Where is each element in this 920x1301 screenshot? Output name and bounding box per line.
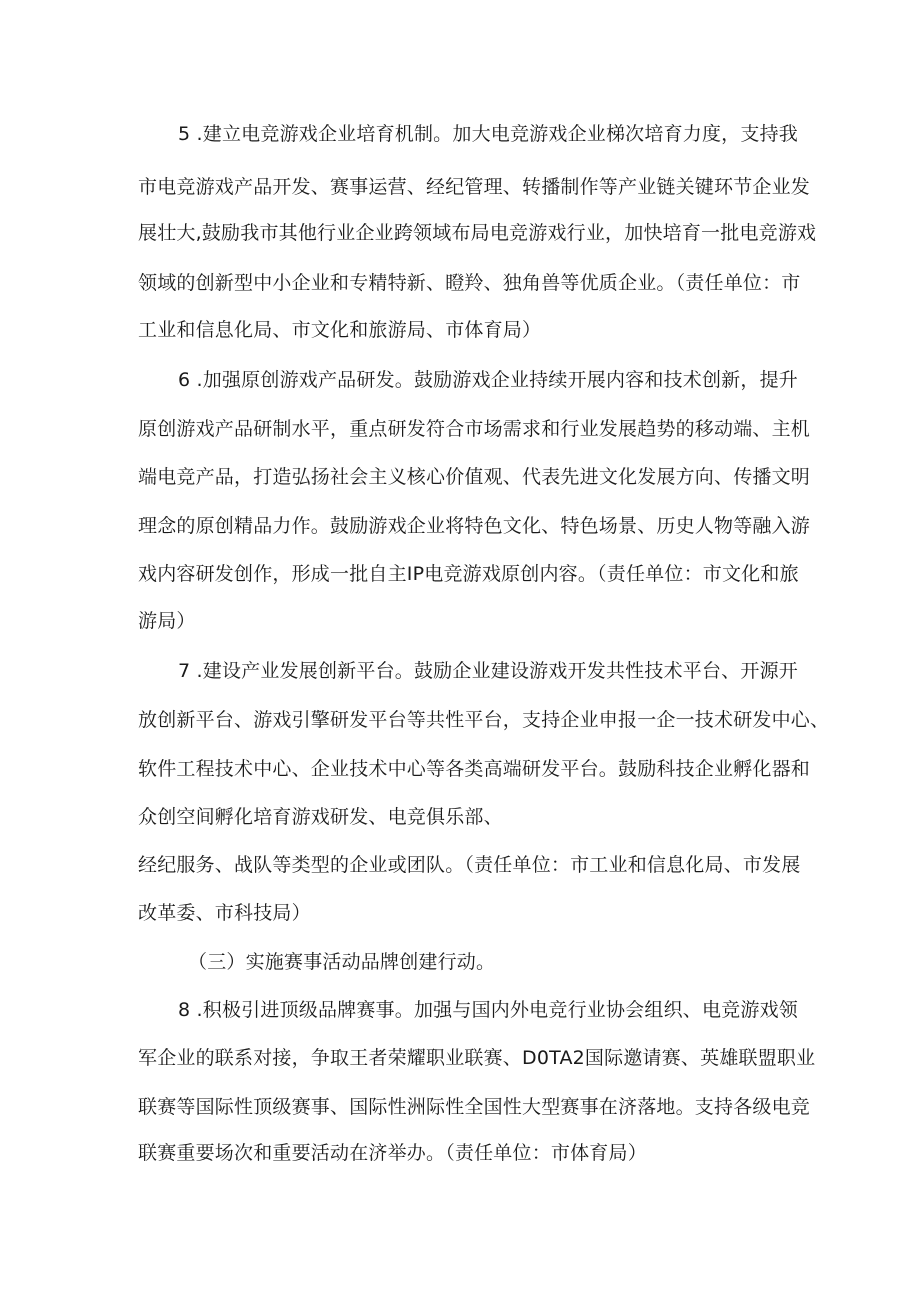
text-line: 放创新平台、游戏引擎研发平台等共性平台，支持企业申报一企一技术研发中心、 [138,709,830,731]
text-line: 军企业的联系对接，争取王者荣耀职业联赛、D0TA2国际邀请赛、英雄联盟职业 [138,1047,816,1069]
text-line: 游局） [138,610,196,632]
text-line: 端电竞产品，打造弘扬社会主义核心价值观、代表先进文化发展方向、传播文明 [138,466,811,488]
text-line: 市电竞游戏产品开发、赛事运营、经纪管理、转播制作等产业链关键环节企业发 [138,176,811,198]
text-line: 众创空间孵化培育游戏研发、电竞俱乐部、 [138,806,503,828]
text-line: 改革委、市科技局） [138,902,311,924]
text-line: 联赛等国际性顶级赛事、国际性洲际性全国性大型赛事在济落地。支持各级电竞 [138,1096,811,1118]
text-line: 展壮大,鼓励我市其他行业企业跨领域布局电竞游戏行业，加快培育一批电竞游戏 [138,222,817,244]
text-line: 工业和信息化局、市文化和旅游局、市体育局） [138,319,542,341]
text-line: 理念的原创精品力作。鼓励游戏企业将特色文化、特色场景、历史人物等融入游 [138,515,811,537]
section-heading: （三）实施赛事活动品牌创建行动。 [188,951,496,973]
text-line: 5 .建立电竞游戏企业培育机制。加大电竞游戏企业梯次培育力度，支持我 [178,123,798,145]
text-line: 软件工程技术中心、企业技术中心等各类高端研发平台。鼓励科技企业孵化器和 [138,758,811,780]
text-line: 原创游戏产品研制水平，重点研发符合市场需求和行业发展趋势的移动端、主机 [138,418,811,440]
text-line: 7 .建设产业发展创新平台。鼓励企业建设游戏开发共性技术平台、开源开 [178,660,798,682]
text-line: 6 .加强原创游戏产品研发。鼓励游戏企业持续开展内容和技术创新，提升 [178,369,798,391]
text-line: 戏内容研发创作，形成一批自主IP电竞游戏原创内容。（责任单位：市文化和旅 [138,563,799,585]
text-line: 领域的创新型中小企业和专精特新、瞪羚、独角兽等优质企业。（责任单位：市 [138,272,801,294]
text-line: 联赛重要场次和重要活动在济举办。（责任单位：市体育局） [138,1142,647,1164]
text-line: 经纪服务、战队等类型的企业或团队。（责任单位：市工业和信息化局、市发展 [138,854,801,876]
text-line: 8 .积极引进顶级品牌赛事。加强与国内外电竞行业协会组织、电竞游戏领 [178,999,798,1021]
